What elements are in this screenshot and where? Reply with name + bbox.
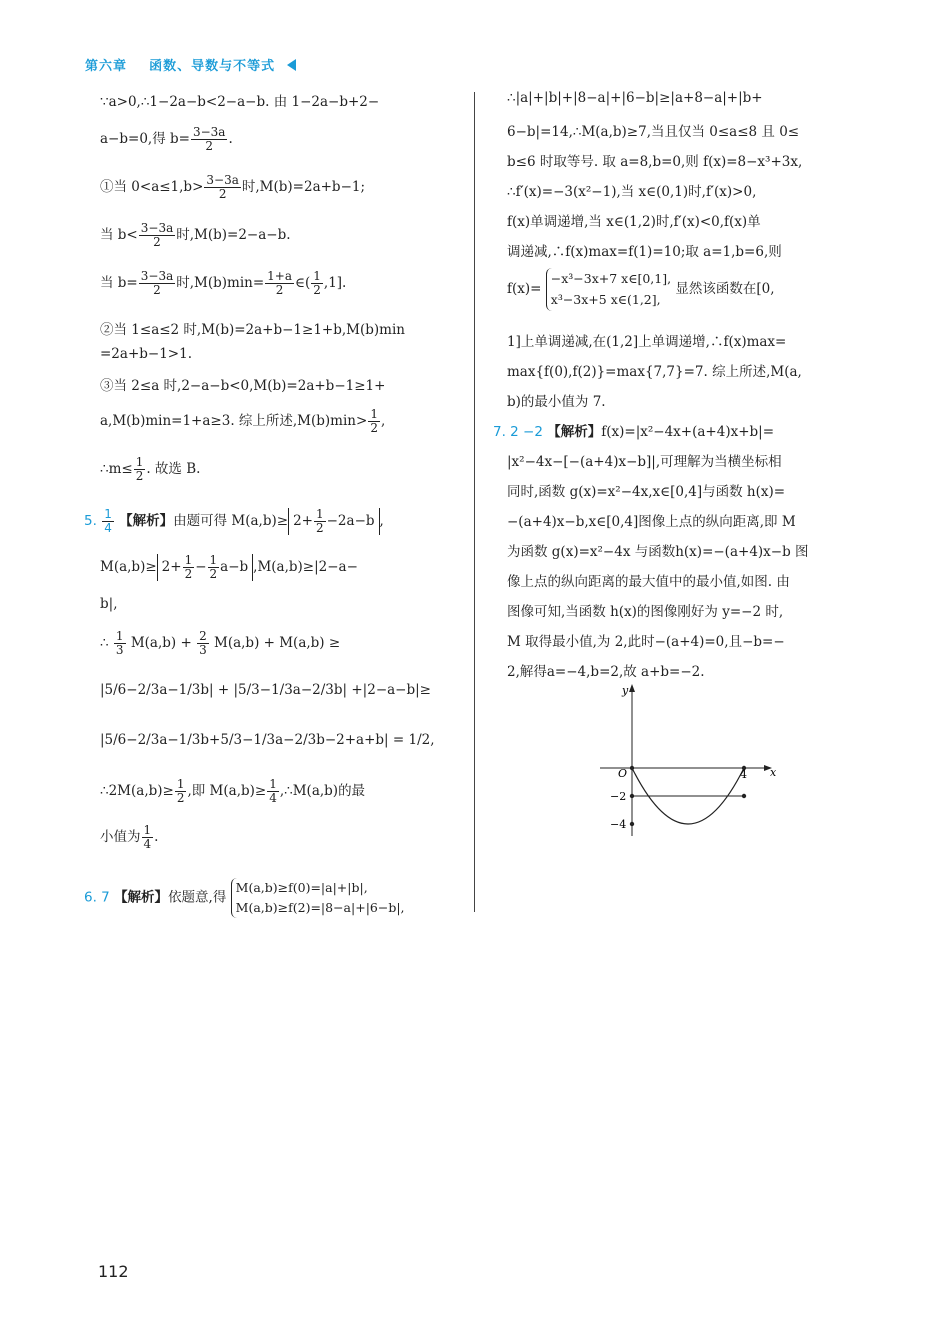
- text-line: ①当 0<a≤1,b> $\frac{3-3a}{2}$ 时,M(b)=2a+b−1;: [100, 173, 366, 202]
- question-6-line: 6. 7 【解析】依题意,得 M(a,b)≥f(0)=|a|+|b|, M(a,b)≥f(2)=|8−a|+|6−b|,: [84, 878, 405, 918]
- text-line: b≤6 时取等号. 取 a=8,b=0,则 f(x)=8−x³+3x,: [507, 154, 803, 170]
- text-line: 1]上单调递减,在(1,2]上单调递增,∴f(x)max=: [507, 334, 787, 350]
- text-line: 图像可知,当函数 h(x)的图像刚好为 y=−2 时,: [507, 604, 784, 620]
- text-line: ∴|a|+|b|+|8−a|+|6−b|≥|a+8−a|+|b+: [507, 90, 763, 106]
- y-tick-label: −4: [610, 818, 627, 831]
- text-line: b|,: [100, 596, 118, 612]
- y-tick-label: −2: [610, 790, 627, 803]
- function-graph: [600, 680, 800, 840]
- text-line: |5/6−2/3a−1/3b| + |5/3−1/3a−2/3b| +|2−a−b|≥: [100, 682, 431, 698]
- page-number: 112: [98, 1262, 129, 1281]
- x-label: x: [770, 766, 777, 779]
- point-end-line: [742, 794, 746, 798]
- text-line: f(x)单调递增,当 x∈(1,2)时,f′(x)<0,f(x)单: [507, 214, 761, 230]
- text-line: ∴2M(a,b)≥ $\frac{1}{2}$ ,即 M(a,b)≥ $\frac{1}{4}$ ,∴M(a,b)的最: [100, 777, 366, 806]
- text-line: |5/6−2/3a−1/3b+5/3−1/3a−2/3b−2+a+b| = 1/2,: [100, 732, 435, 748]
- text-line: =2a+b−1>1.: [100, 346, 192, 362]
- chapter-header: [85, 55, 296, 74]
- text-line: −(a+4)x−b,x∈[0,4]图像上点的纵向距离,即 M: [507, 514, 796, 530]
- text-line: 当 b< $\frac{3-3a}{2}$ 时,M(b)=2−a−b.: [100, 221, 291, 250]
- text-line: f(x)= −x³−3x+7 x∈[0,1], x³−3x+5 x∈(1,2], 显然该函数在[0,: [507, 268, 775, 311]
- chapter-label: 第六章: [85, 59, 128, 74]
- text-line: ③当 2≤a 时,2−a−b<0,M(b)=2a+b−1≥1+: [100, 378, 386, 394]
- text-line: M 取得最小值,为 2,此时−(a+4)=0,且−b=−: [507, 634, 785, 650]
- point-y-neg2: [630, 794, 634, 798]
- text-line: 2,解得a=−4,b=2,故 a+b=−2.: [507, 664, 705, 680]
- text-line: a−b=0,得 b= $\frac{3-3a}{2}$ .: [100, 125, 233, 154]
- text-line: max{f(0),f(2)}=max{7,7}=7. 综上所述,M(a,: [507, 364, 802, 380]
- text-line: 像上点的纵向距离的最大值中的最小值,如图. 由: [507, 574, 790, 590]
- column-divider: [474, 92, 475, 912]
- text-line: a,M(b)min=1+a≥3. 综上所述,M(b)min> $\frac{1}{2}$ ,: [100, 407, 386, 436]
- text-line: 小值为 $\frac{1}{4}$ .: [100, 823, 159, 852]
- x-tick-label: 4: [740, 768, 747, 781]
- text-line: 当 b= $\frac{3-3a}{2}$ 时,M(b)min= $\frac{1+a}{2}$ ∈( $\frac{1}{2}$ ,1].: [100, 269, 347, 298]
- text-line: ∴f′(x)=−3(x²−1),当 x∈(0,1)时,f′(x)>0,: [507, 184, 757, 200]
- text-line: 调递减,∴f(x)max=f(1)=10;取 a=1,b=6,则: [507, 244, 782, 260]
- text-line: ∴ $\frac{1}{3}$ M(a,b) + $\frac{2}{3}$ M(a,b) + M(a,b) ≥: [100, 629, 341, 658]
- chapter-title: 函数、导数与不等式: [149, 59, 276, 74]
- y-axis-arrow-icon: [629, 684, 635, 692]
- text-line: |x²−4x−[−(a+4)x−b]|,可理解为当横坐标相: [507, 454, 782, 470]
- text-line: ∴m≤ $\frac{1}{2}$ . 故选 B.: [100, 455, 201, 484]
- text-line: ∵a>0,∴1−2a−b<2−a−b. 由 1−2a−b+2−: [100, 94, 380, 110]
- point-y-neg4: [630, 822, 634, 826]
- origin-label: O: [618, 767, 628, 780]
- question-7-line: 7. 2 −2 【解析】f(x)=|x²−4x+(a+4)x+b|=: [493, 424, 775, 440]
- y-label: y: [622, 684, 629, 697]
- text-line: 为函数 g(x)=x²−4x 与函数h(x)=−(a+4)x−b 图: [507, 544, 809, 560]
- question-5-line: 5. $\frac{1}{4}$ 【解析】由题可得 M(a,b)≥ 2+ $\frac{1}{2}$ −2a−b ,: [84, 507, 384, 536]
- text-line: ②当 1≤a≤2 时,M(b)=2a+b−1≥1+b,M(b)min: [100, 322, 405, 338]
- point-origin: [630, 766, 634, 770]
- text-line: 6−b|=14,∴M(a,b)≥7,当且仅当 0≤a≤8 且 0≤: [507, 124, 800, 140]
- text-line: M(a,b)≥ 2+ $\frac{1}{2}$ − $\frac{1}{2}$ a−b ,M(a,b)≥|2−a−: [100, 553, 358, 582]
- chapter-marker-icon: [287, 59, 296, 71]
- text-line: b)的最小值为 7.: [507, 394, 606, 410]
- text-line: 同时,函数 g(x)=x²−4x,x∈[0,4]与函数 h(x)=: [507, 484, 786, 500]
